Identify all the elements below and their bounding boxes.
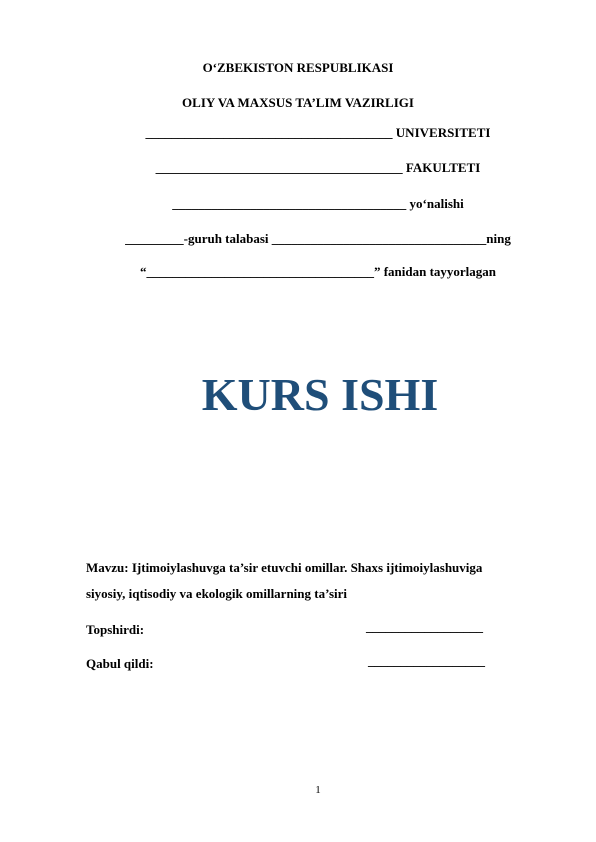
header-ministry: OLIY VA MAXSUS TA’LIM VAZIRLIGI xyxy=(182,95,414,110)
document-title: KURS ISHI xyxy=(201,369,439,420)
submitted-label: Topshirdi: xyxy=(86,622,145,637)
header-direction: ____________________________________ yo‘nalishi xyxy=(172,196,464,211)
header-student: _________-guruh talabasi _________________________________ning xyxy=(125,231,511,246)
header-republic: O‘ZBEKISTON RESPUBLIKASI xyxy=(202,60,394,75)
page-number: 1 xyxy=(315,784,321,796)
topic-line-1: Mavzu: Ijtimoiylashuvga ta’sir etuvchi omillar. Shaxs ijtimoiylashuviga xyxy=(86,560,483,575)
accepted-blank: __________________ xyxy=(368,653,485,668)
accepted-label: Qabul qildi: xyxy=(86,656,154,671)
topic-line-2: siyosiy, iqtisodiy va ekologik omillarning ta’siri xyxy=(86,586,347,601)
header-university: ______________________________________ UNIVERSITETI xyxy=(145,125,491,140)
submitted-blank: __________________ xyxy=(366,619,483,634)
header-faculty: ______________________________________ FAKULTETI xyxy=(155,160,481,175)
header-subject: “___________________________________” fanidan tayyorlagan xyxy=(139,264,497,279)
